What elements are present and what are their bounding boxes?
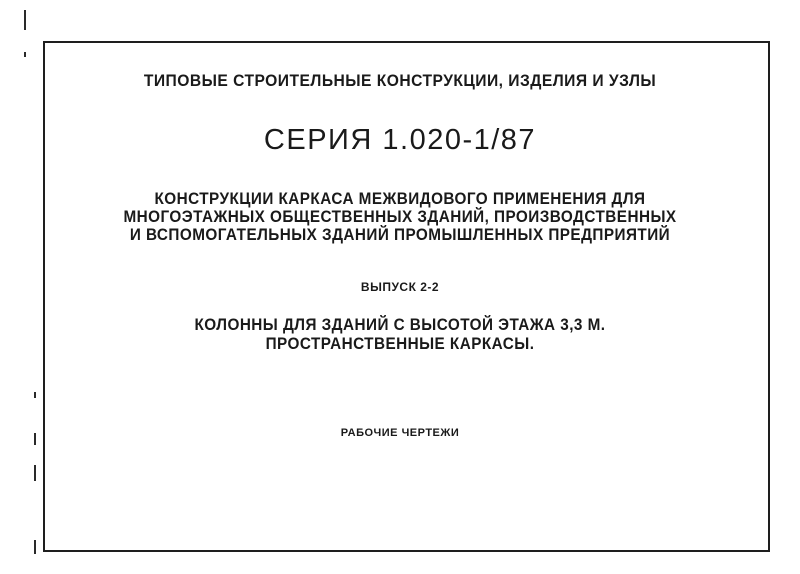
margin-mark [24, 10, 26, 30]
issue-number: ВЫПУСК 2-2 [360, 280, 440, 294]
part-title-line-2: ПРОСТРАНСТВЕННЫЕ КАРКАСЫ. [265, 334, 535, 353]
margin-mark [34, 392, 36, 398]
series-number: СЕРИЯ 1.020-1/87 [263, 124, 537, 156]
subtitle-line-1: КОНСТРУКЦИИ КАРКАСА МЕЖВИДОВОГО ПРИМЕНЕНИЯ ДЛЯ [154, 189, 646, 208]
margin-mark [24, 52, 26, 57]
margin-mark [34, 540, 36, 554]
subtitle-line-2: МНОГОЭТАЖНЫХ ОБЩЕСТВЕННЫХ ЗДАНИЙ, ПРОИЗВОДСТВЕННЫХ [123, 207, 677, 226]
drawing-frame [43, 41, 770, 552]
margin-mark [34, 465, 36, 481]
part-title-line-1: КОЛОННЫ ДЛЯ ЗДАНИЙ С ВЫСОТОЙ ЭТАЖА 3,3 М. [194, 315, 606, 334]
document-type: РАБОЧИЕ ЧЕРТЕЖИ [340, 427, 460, 439]
series-header: ТИПОВЫЕ СТРОИТЕЛЬНЫЕ КОНСТРУКЦИИ, ИЗДЕЛИЯ И УЗЛЫ [143, 71, 657, 90]
subtitle-line-3: И ВСПОМОГАТЕЛЬНЫХ ЗДАНИЙ ПРОМЫШЛЕННЫХ ПРЕДПРИЯТИЙ [129, 225, 671, 244]
